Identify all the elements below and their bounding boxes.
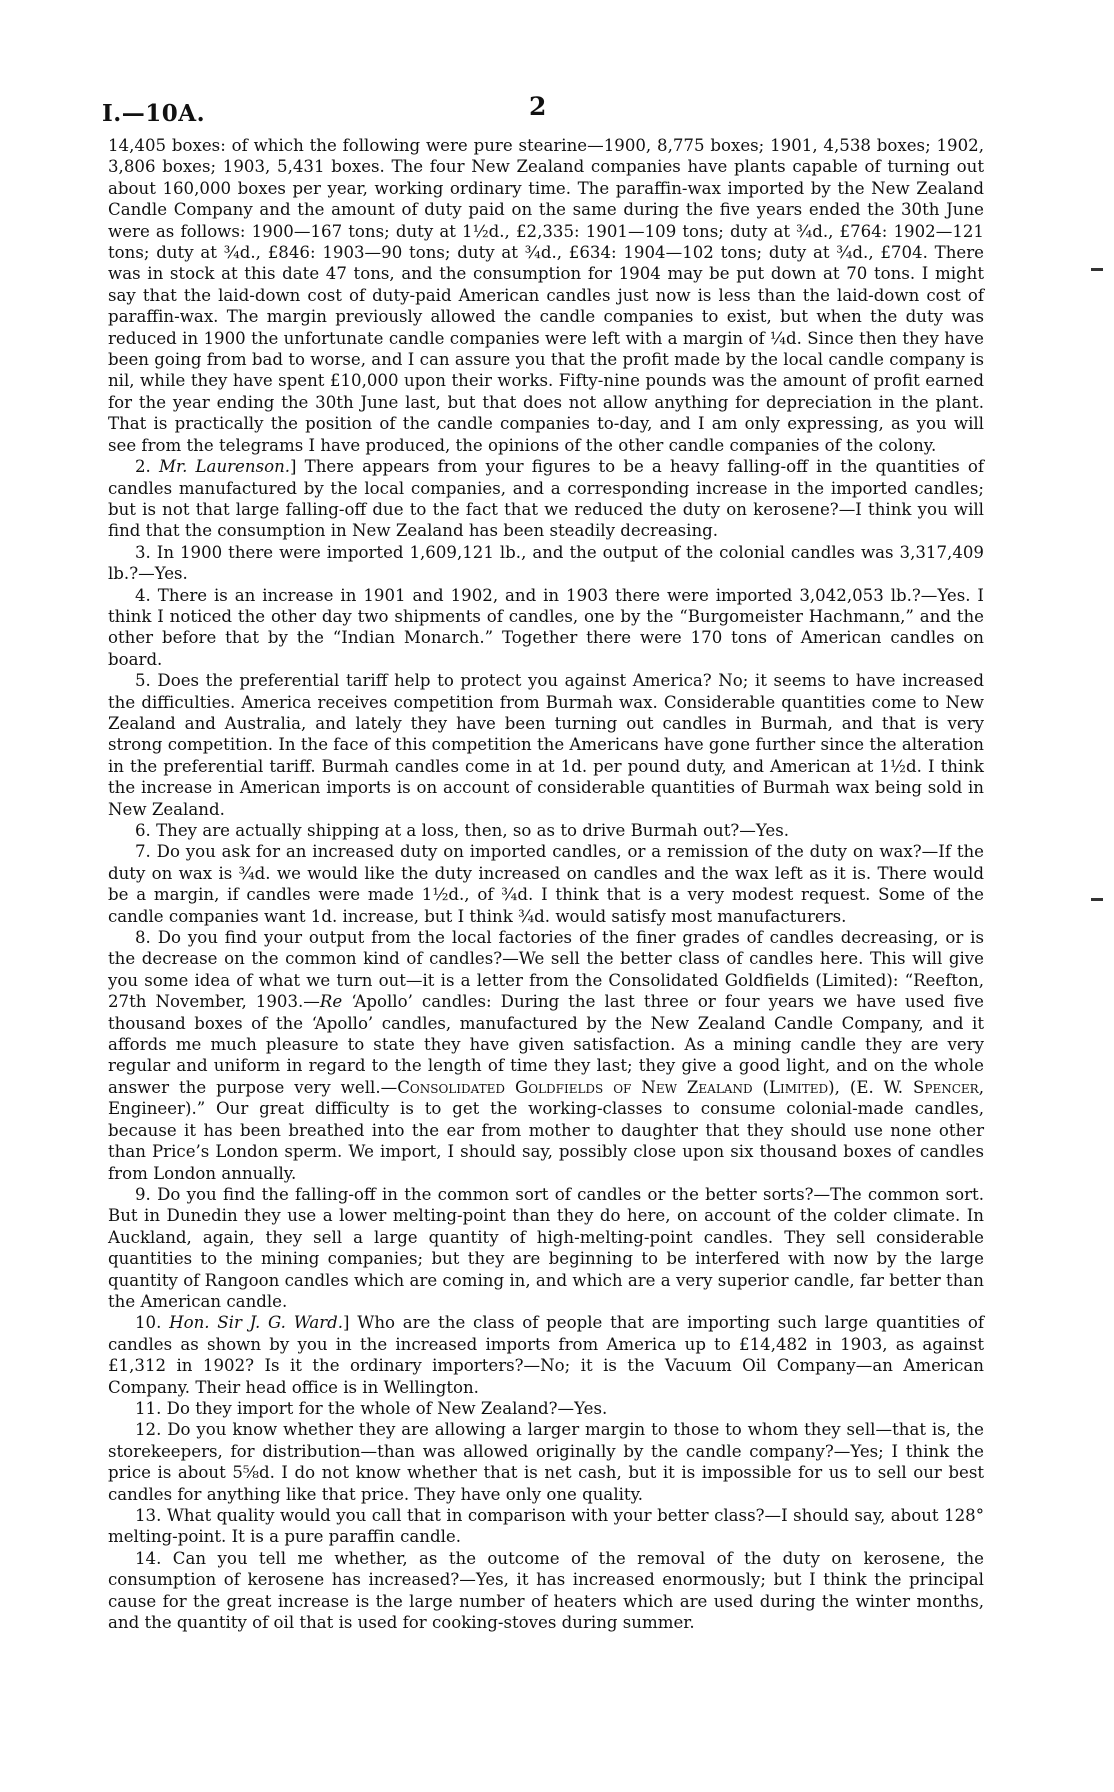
paragraph-8: 8. Do you find your output from the local factories of the finer grades of candles decreasing, or is the decrease on the common kind of candles?—We sell the better class of candles here. This will give you some idea of what we turn out—it is a letter from the Consolidated Goldfields (Limited): “Reefton, 27th November, 1903.—Re ‘Apollo’ candles: During the last three or four years we have used five thousand boxes of the ‘Apollo’ candles, manufactured by the New Zealand Candle Company, and it affords me much pleasure to state they have given satisfaction. As a mining candle they are very regular and uniform in regard to the length of time they last; they give a good light, and on the whole answer the purpose very well.—Consolidated Goldfields of New Zealand (Limited), (E. W. Spencer, Engineer).” Our great difficulty is to get the working-classes to consume colonial-made candles, because it has been breathed into the ear from mother to daughter that they should use none other than Price’s London sperm. We import, I should say, possibly close upon six thousand boxes of candles from London annually. [108, 928, 984, 1183]
paragraph-13: 13. What quality would you call that in comparison with your better class?—I should say, about 128° melting-point. It is a pure paraffin candle. [108, 1506, 984, 1547]
paragraph-11: 11. Do they import for the whole of New Zealand?—Yes. [135, 1398, 608, 1418]
paragraph-3: 3. In 1900 there were imported 1,609,121 lb., and the output of the colonial candles was 3,317,409 lb.?—Yes. [108, 542, 984, 584]
paragraph-12: 12. Do you know whether they are allowing a larger margin to those to whom they sell—that is, the storekeepers, for distribution—than was allowed originally by the candle company?—Yes; I think the price is about 5⅝d. I do not know whether that is net cash, but it is impossible for us to sell our best candles for anything like that price. They have only one quality. [108, 1420, 984, 1504]
page-reference: I.—10A. [102, 100, 206, 127]
paragraph-5: 5. Does the preferential tariff help to protect you against America? No; it seems to have increased the difficulties. America receives competition from Burmah wax. Considerable quantities come to New Zealand and Australia, and lately they have been turning out candles in Burmah, and that is very strong competition. In the face of this competition the Americans have gone further since the alteration in the preferential tariff. Burmah candles come in at 1d. per pound duty, and American at 1½d. I think the increase in American imports is on account of considerable quantities of Burmah wax being sold in New Zealand. [108, 671, 984, 819]
paragraph-9: 9. Do you find the falling-off in the common sort of candles or the better sorts?—The common sort. But in Dunedin they use a lower melting-point than they do here, on account of the colder climate. In Auckland, again, they sell a large quantity of high-melting-point candles. They sell considerable quantities to the mining companies; but they are beginning to be interfered with now by the large quantity of Rangoon candles which are coming in, and which are a very superior candle, far better than the American candle. [108, 1184, 984, 1311]
page-body [108, 135, 984, 1633]
page-number: 2 [529, 92, 547, 121]
margin-mark [1091, 898, 1103, 901]
paragraph-14: 14. Can you tell me whether, as the outcome of the removal of the duty on kerosene, the consumption of kerosene has increased?—Yes, it has increased enormously; but I think the principal cause for the great increase is the large number of heaters which are used during the winter months, and the quantity of oil that is used for cooking-stoves during summer. [108, 1548, 984, 1633]
margin-mark [1091, 268, 1103, 271]
paragraph-2: 2. Mr. Laurenson.] There appears from your figures to be a heavy falling-off in the quantities of candles manufactured by the local companies, and a corresponding increase in the imported candles; but is not that large falling-off due to the fact that we reduced the duty on kerosene?—I think you will find that the consumption in New Zealand has been steadily decreasing. [108, 457, 985, 541]
paragraph-7: 7. Do you ask for an increased duty on imported candles, or a remission of the duty on wax?—If the duty on wax is ¾d. we would like the duty increased on candles and the wax left as it is. There would be a margin, if candles were made 1½d., of ¾d. I think that is a very modest request. Some of the candle companies want 1d. increase, but I think ¾d. would satisfy most manufacturers. [108, 842, 984, 926]
paragraph-4: 4. There is an increase in 1901 and 1902, and in 1903 there were imported 3,042,053 lb.?—Yes. I think I noticed the other day two shipments of candles, one by the “Burgomeister Hachmann,” and the other before that by the “Indian Monarch.” Together there were 170 tons of American candles on board. [108, 585, 984, 669]
paragraph-10: 10. Hon. Sir J. G. Ward.] Who are the class of people that are importing such large quantities of candles as shown by you in the increased imports from America up to £14,482 in 1903, as against £1,312 in 1902? Is it the ordinary importers?—No; it is the Vacuum Oil Company—an American Company. Their head office is in Wellington. [108, 1313, 985, 1397]
paragraph-1: 14,405 boxes: of which the following were pure stearine—1900, 8,775 boxes; 1901, 4,538 boxes; 1902, 3,806 boxes; 1903, 5,431 boxes. The four New Zealand companies have plants capable of turning out about 160,000 boxes per year, working ordinary time. The paraffin-wax imported by the New Zealand Candle Company and the amount of duty paid on the same during the five years ended the 30th June were as follows: 1900—167 tons; duty at 1½d., £2,335: 1901—109 tons; duty at ¾d., £764: 1902—121 tons; duty at ¾d., £846: 1903—90 tons; duty at ¾d., £634: 1904—102 tons; duty at ¾d., £704. There was in stock at this date 47 tons, and the consumption for 1904 may be put down at 70 tons. I might say that the laid-down cost of duty-paid American candles just now is less than the laid-down cost of paraffin-wax. The margin previously allowed the candle companies to exist, but when the duty was reduced in 1900 the unfortunate candle companies were left with a margin of ¼d. Since then they have been going from bad to worse, and I can assure you that the profit made by the local candle company is nil, while they have spent £10,000 upon their works. Fifty-nine pounds was the amount of profit earned for the year ending the 30th June last, but that does not allow anything for depreciation in the plant. That is practically the position of the candle companies to-day, and I am only expressing, as you will see from the telegrams I have produced, the opinions of the other candle companies of the colony. [108, 136, 984, 455]
paragraph-6: 6. They are actually shipping at a loss, then, so as to drive Burmah out?—Yes. [135, 821, 789, 840]
